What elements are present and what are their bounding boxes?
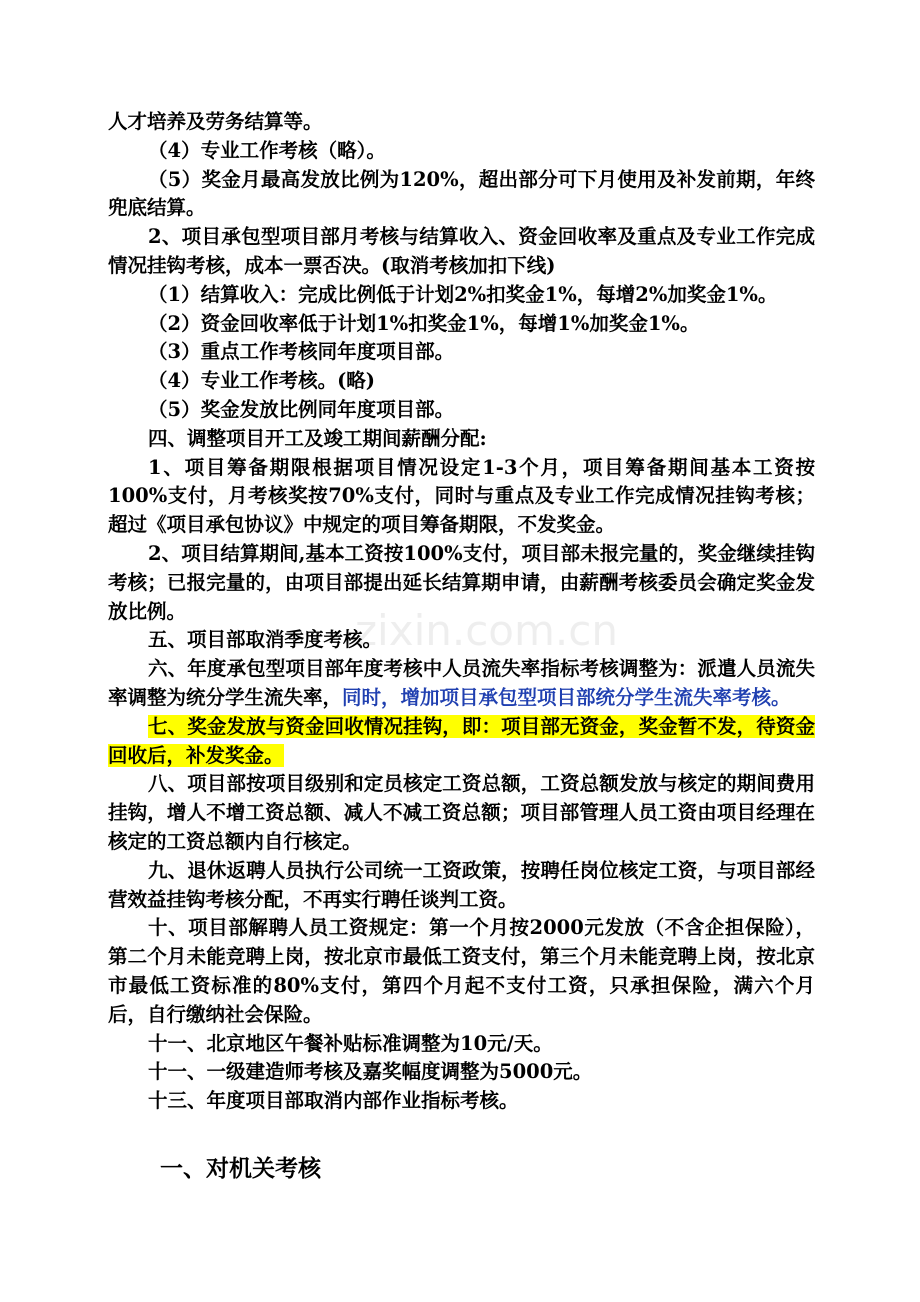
paragraph-six-text: 六、年度承包型项目部年度考核中人员流失率指标考核调整为：派遣人员流失率调整为统分学生流失率，	[108, 657, 815, 709]
paragraph: （3）重点工作考核同年度项目部。	[148, 340, 455, 364]
paragraph: （1）结算收入：完成比例低于计划2%扣奖金1%，每增2%加奖金1%。	[148, 282, 778, 306]
paragraph: （5）奖金发放比例同年度项目部。	[148, 397, 455, 421]
paragraph: 十一、一级建造师考核及嘉奖幅度调整为5000元。	[148, 1060, 593, 1084]
paragraph-six-blue-text: 同时，增加项目承包型项目部统分学生流失率考核。	[342, 685, 791, 709]
paragraph-seven	[108, 713, 815, 771]
paragraph: 人才培养及劳务结算等。	[108, 110, 323, 133]
paragraph: 2、项目承包型项目部月考核与结算收入、资金回收率及重点及专业工作完成情况挂钩考核，成本一票否决。(取消考核加扣下线)	[108, 225, 815, 277]
paragraph: 四、调整项目开工及竣工期间薪酬分配:	[148, 426, 487, 450]
paragraph: 九、退休返聘人员执行公司统一工资政策，按聘任岗位核定工资，与项目部经营效益挂钩考核分配，不再实行聘任谈判工资。	[108, 858, 815, 911]
paragraph: 1、项目筹备期限根据项目情况设定1-3个月，项目筹备期间基本工资按100%支付，月考核奖按70%支付，同时与重点及专业工作完成情况挂钩考核；超过《项目承包协议》中规定的项目筹备期限，不发奖金。	[108, 455, 815, 537]
highlighted-text: 七、奖金发放与资金回收情况挂钩，即：项目部无资金，奖金暂不发，待资金回收后，补发奖金。	[108, 714, 815, 767]
paragraph: 2、项目结算期间,基本工资按100%支付，项目部未报完量的，奖金继续挂钩考核；已报完量的，由项目部提出延长结算期申请，由薪酬考核委员会确定奖金发放比例。	[108, 541, 815, 623]
paragraph: 十一、北京地区午餐补贴标准调整为10元/天。	[148, 1031, 553, 1055]
paragraph: 五、项目部取消季度考核。	[148, 628, 383, 652]
paragraph: 八、项目部按项目级别和定员核定工资总额，工资总额发放与核定的期间费用挂钩，增人不增工资总额、减人不减工资总额；项目部管理人员工资由项目经理在核定的工资总额内自行核定。	[108, 772, 815, 853]
paragraph-six	[108, 655, 815, 713]
document-body	[108, 108, 815, 1116]
paragraph: （4）专业工作考核。(略)	[148, 369, 376, 393]
paragraph: （2）资金回收率低于计划1%扣奖金1%，每增1%加奖金1%。	[148, 311, 700, 335]
watermark: zixin.com.cn	[355, 606, 618, 655]
paragraph: 十三、年度项目部取消内部作业指标考核。	[148, 1089, 519, 1113]
paragraph: 十、项目部解聘人员工资规定：第一个月按2000元发放（不含企担保险），第二个月未能竞聘上岗，按北京市最低工资支付，第三个月未能竞聘上岗，按北京市最低工资标准的80%支付，第四个月起不支付工资，只承担保险，满六个月后，自行缴纳社会保险。	[108, 916, 815, 1026]
paragraph: （4）专业工作考核（略）。	[148, 138, 386, 162]
section-heading: 一、对机关考核	[160, 1156, 321, 1182]
paragraph: （5）奖金月最高发放比例为120%，超出部分可下月使用及补发前期，年终兜底结算。	[108, 167, 815, 220]
